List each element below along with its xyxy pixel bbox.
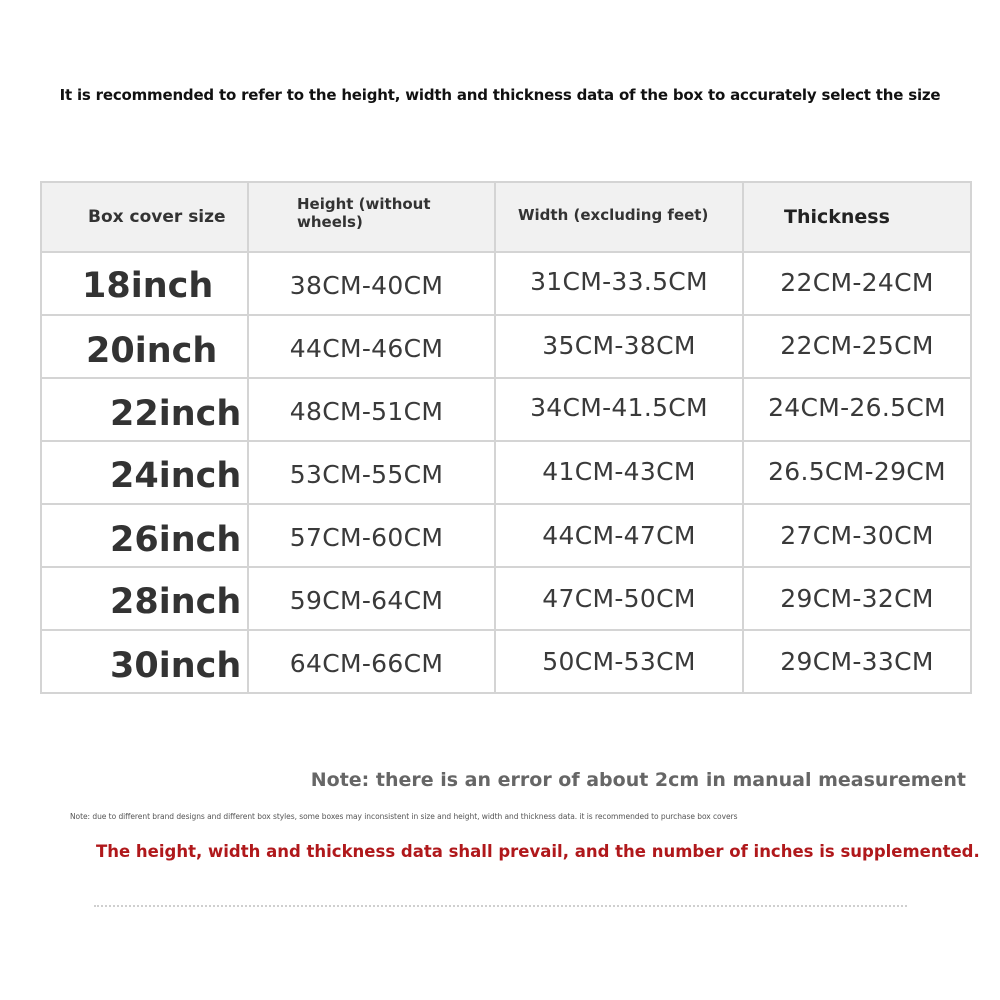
intro-text: It is recommended to refer to the height, width and thickness data of the box to accurately select the size — [59, 86, 941, 104]
table-row — [41, 441, 971, 504]
size-label: 24inch — [110, 455, 242, 496]
size-cell — [41, 378, 248, 441]
dotted-divider — [94, 905, 907, 907]
brand-variation-note: Note: due to different brand designs and different box styles, some boxes may inconsistent in size and height, width and thickness data. it is recommended to purchase box covers — [70, 812, 738, 821]
size-cell — [41, 252, 248, 315]
header-thickness-label: Thickness — [784, 206, 890, 228]
width-value: 50CM-53CM — [542, 647, 696, 676]
height-cell — [248, 567, 495, 630]
height-value: 53CM-55CM — [289, 460, 444, 489]
height-value: 59CM-64CM — [289, 586, 444, 615]
width-cell — [495, 252, 743, 315]
header-size-label: Box cover size — [88, 207, 226, 227]
prevail-note: The height, width and thickness data shall prevail, and the number of inches is supplemented. — [96, 842, 980, 861]
table-row — [41, 630, 971, 693]
width-value: 35CM-38CM — [542, 331, 696, 360]
size-cell — [41, 630, 248, 693]
height-cell — [248, 252, 495, 315]
size-label: 28inch — [110, 581, 242, 622]
header-cell-size — [41, 182, 248, 252]
size-cell — [41, 441, 248, 504]
thickness-value: 22CM-25CM — [780, 331, 934, 360]
table-row — [41, 378, 971, 441]
width-value: 44CM-47CM — [542, 521, 696, 550]
measurement-error-note: Note: there is an error of about 2cm in manual measurement — [310, 769, 966, 791]
thickness-value: 29CM-33CM — [780, 647, 934, 676]
size-label: 26inch — [110, 519, 242, 560]
height-value: 64CM-66CM — [289, 649, 444, 678]
size-label: 20inch — [86, 330, 218, 371]
thickness-value: 26.5CM-29CM — [768, 457, 946, 486]
size-label: 22inch — [110, 393, 242, 434]
height-cell — [248, 441, 495, 504]
width-cell — [495, 567, 743, 630]
height-cell — [248, 315, 495, 378]
width-value: 41CM-43CM — [542, 457, 696, 486]
table-row — [41, 567, 971, 630]
height-cell — [248, 504, 495, 567]
header-cell-thickness — [743, 182, 971, 252]
width-cell — [495, 315, 743, 378]
thickness-value: 24CM-26.5CM — [768, 393, 946, 422]
height-value: 38CM-40CM — [289, 271, 444, 300]
width-value: 34CM-41.5CM — [530, 393, 708, 422]
thickness-value: 29CM-32CM — [780, 584, 934, 613]
table-row — [41, 315, 971, 378]
height-cell — [248, 378, 495, 441]
thickness-cell — [743, 567, 971, 630]
height-value: 44CM-46CM — [289, 334, 444, 363]
header-height-label: Height (without wheels) — [297, 195, 431, 231]
table-header-row — [41, 182, 971, 252]
thickness-value: 27CM-30CM — [780, 521, 934, 550]
thickness-value: 22CM-24CM — [780, 268, 934, 297]
thickness-cell — [743, 378, 971, 441]
width-cell — [495, 378, 743, 441]
size-label: 18inch — [82, 265, 214, 306]
size-cell — [41, 315, 248, 378]
height-cell — [248, 630, 495, 693]
width-value: 47CM-50CM — [542, 584, 696, 613]
header-cell-width — [495, 182, 743, 252]
height-value: 57CM-60CM — [289, 523, 444, 552]
height-value: 48CM-51CM — [289, 397, 444, 426]
size-chart-table — [40, 181, 972, 694]
size-cell — [41, 567, 248, 630]
header-cell-height — [248, 182, 495, 252]
width-cell — [495, 504, 743, 567]
thickness-cell — [743, 504, 971, 567]
width-value: 31CM-33.5CM — [530, 267, 708, 296]
width-cell — [495, 630, 743, 693]
thickness-cell — [743, 441, 971, 504]
table-row — [41, 252, 971, 315]
thickness-cell — [743, 315, 971, 378]
width-cell — [495, 441, 743, 504]
table-row — [41, 504, 971, 567]
thickness-cell — [743, 630, 971, 693]
thickness-cell — [743, 252, 971, 315]
header-width-label: Width (excluding feet) — [518, 206, 709, 224]
size-cell — [41, 504, 248, 567]
size-label: 30inch — [110, 645, 242, 686]
